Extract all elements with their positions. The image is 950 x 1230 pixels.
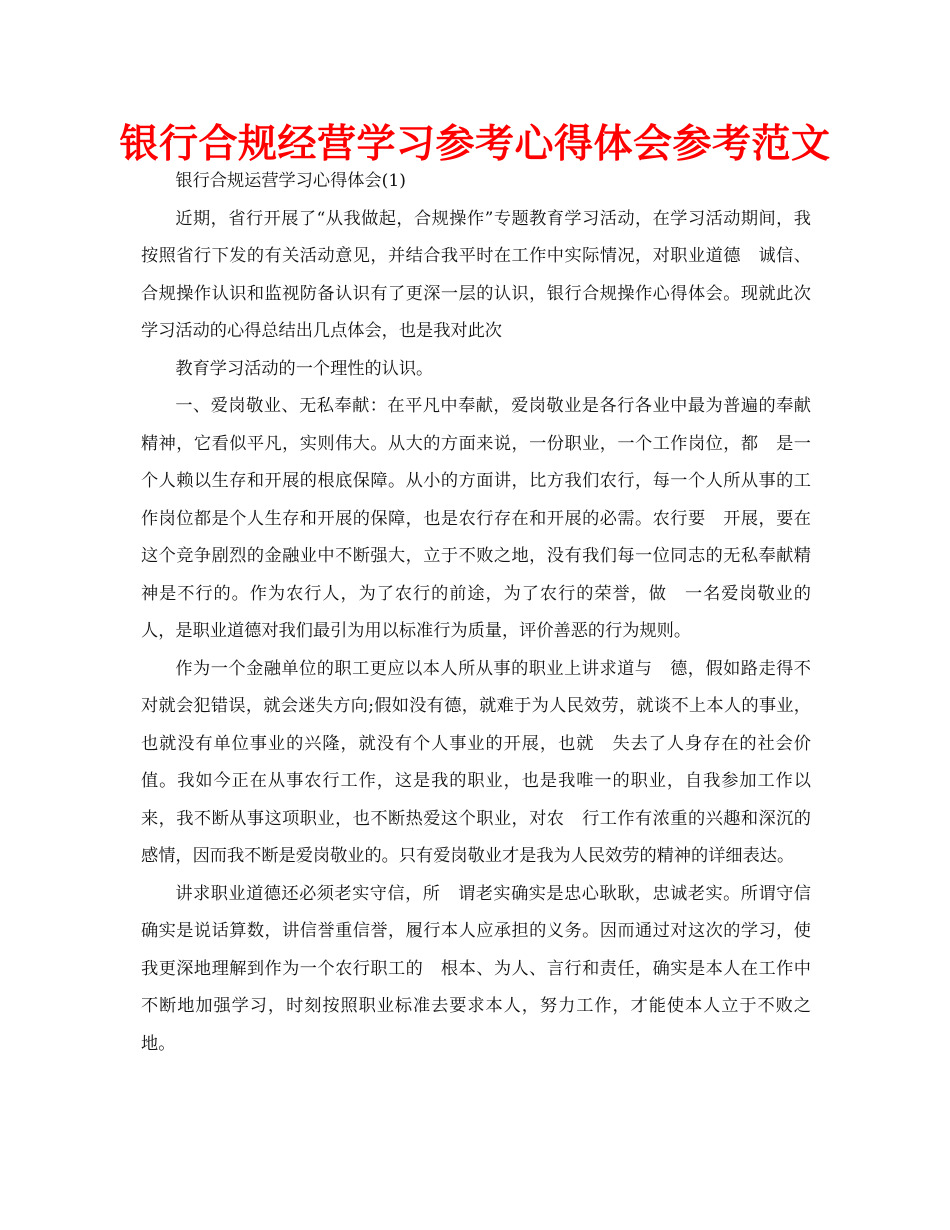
paragraph-subtitle: 银行合规运营学习心得体会(1) bbox=[175, 171, 406, 191]
paragraph-honesty: 讲求职业道德还必须老实守信，所 谓老实确实是忠心耿耿，忠诚老实。所谓守信确实是说话算数，讲信誉重信誉，履行本人应承担的义务。因而通过对这次的学习，使我更深地理解到作为一个农行职工的 根本、为人、言行和责任，确实是本人在工作中不断地加强学习，时刻按照职业标准去要求本人，努力工作，才能使本人立于不败之地。 bbox=[141, 883, 811, 1054]
paragraph-section-one: 一、爱岗敬业、无私奉献：在平凡中奉献，爱岗敬业是各行各业中最为普遍的奉献精神，它看似平凡，实则伟大。从大的方面来说，一份职业，一个工作岗位，都 是一个人赖以生存和开展的根底保障。从小的方面讲，比方我们农行，每一个人所从事的工作岗位都是个人生存和开展的保障，也是农行存在和开展的必需。农行要 开展，要在这个竞争剧烈的金融业中不断强大，立于不败之地，没有我们每一位同志的无私奉献精神是不行的。作为农行人，为了农行的前途，为了农行的荣誉，做 一名爱岗敬业的人，是职业道德对我们最引为用以标准行为质量，评价善恶的行为规则。 bbox=[141, 396, 811, 641]
paragraph-intro-end: 教育学习活动的一个理性的认识。 bbox=[175, 358, 434, 379]
paragraph-intro: 近期，省行开展了“从我做起，合规操作”专题教育学习活动，在学习活动期间，我按照省行下发的有关活动意见，并结合我平时在工作中实际情况，对职业道德 诚信、合规操作认识和监视防备认识有了更深一层的认识，银行合规操作心得体会。现就此次学习活动的心得总结出几点体会，也是我对此次 bbox=[141, 208, 811, 341]
paragraph-ethics: 作为一个金融单位的职工更应以本人所从事的职业上讲求道与 德，假如路走得不对就会犯错误，就会迷失方向;假如没有德，就难于为人民效劳，就谈不上本人的事业，也就没有单位事业的兴隆，就没有个人事业的开展，也就 失去了人身存在的社会价值。我如今正在从事农行工作，这是我的职业，也是我唯一的职业，自我参加工作以来，我不断从事这项职业，也不断热爱这个职业，对农 行工作有浓重的兴趣和深沉的感情，因而我不断是爱岗敬业的。只有爱岗敬业才是我为人民效劳的精神的详细表达。 bbox=[141, 658, 811, 866]
document-title: 银行合规经营学习参考心得体会参考范文 bbox=[119, 122, 831, 167]
document-body bbox=[141, 163, 811, 1063]
